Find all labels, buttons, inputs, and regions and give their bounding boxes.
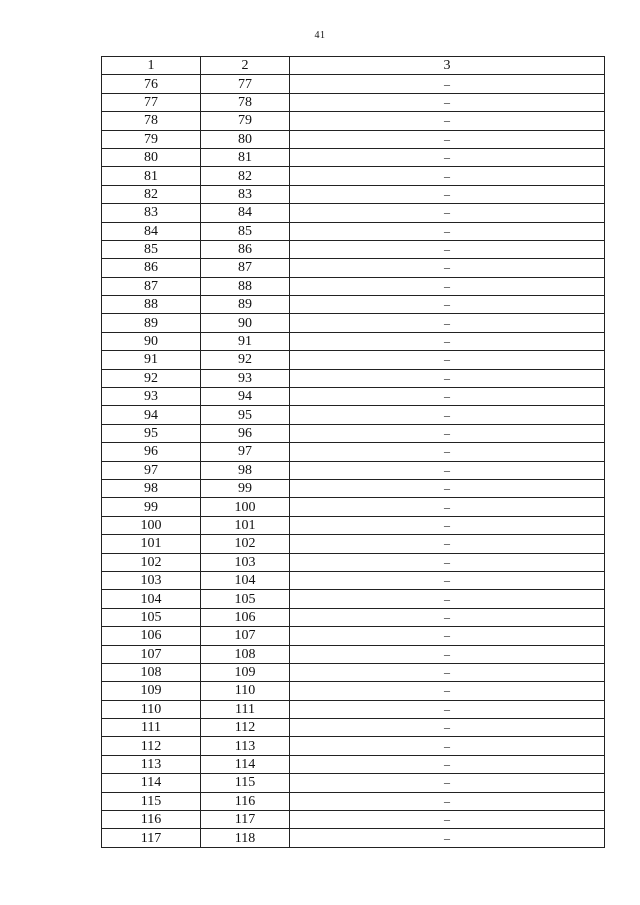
table-row xyxy=(102,93,605,111)
table-cell-col-2: 100 xyxy=(201,498,290,516)
table-cell-col-1: 87 xyxy=(102,277,201,295)
table-cell-col-1: 91 xyxy=(102,351,201,369)
table-cell-col-3: – xyxy=(290,351,605,369)
table-cell-col-2: 107 xyxy=(201,627,290,645)
table-cell-col-1: 83 xyxy=(102,204,201,222)
table-cell-col-2: 99 xyxy=(201,479,290,497)
table-cell-col-1: 108 xyxy=(102,663,201,681)
table-row xyxy=(102,663,605,681)
table-row xyxy=(102,719,605,737)
table-cell-col-2: 91 xyxy=(201,332,290,350)
table-cell-col-2: 118 xyxy=(201,829,290,847)
table-row xyxy=(102,296,605,314)
table-row xyxy=(102,204,605,222)
table-row xyxy=(102,516,605,534)
table-cell-col-3: – xyxy=(290,829,605,847)
table-cell-col-2: 95 xyxy=(201,406,290,424)
table-cell-col-3: – xyxy=(290,571,605,589)
table-cell-col-3: – xyxy=(290,259,605,277)
table-row xyxy=(102,75,605,93)
table-row xyxy=(102,424,605,442)
table-row xyxy=(102,774,605,792)
table-row xyxy=(102,332,605,350)
table-row xyxy=(102,314,605,332)
table-cell-col-1: 99 xyxy=(102,498,201,516)
table-cell-col-3: – xyxy=(290,240,605,258)
table-cell-col-1: 112 xyxy=(102,737,201,755)
table-cell-col-2: 112 xyxy=(201,719,290,737)
table-cell-col-3: – xyxy=(290,424,605,442)
table-cell-col-3: – xyxy=(290,627,605,645)
table-cell-col-3: – xyxy=(290,645,605,663)
table-row xyxy=(102,479,605,497)
table-cell-col-3: – xyxy=(290,792,605,810)
table-cell-col-3: – xyxy=(290,700,605,718)
table-cell-col-2: 115 xyxy=(201,774,290,792)
table-cell-col-2: 89 xyxy=(201,296,290,314)
table-cell-col-2: 114 xyxy=(201,755,290,773)
table-cell-col-2: 84 xyxy=(201,204,290,222)
table-cell-col-3: – xyxy=(290,130,605,148)
table-cell-col-3: – xyxy=(290,167,605,185)
table-row xyxy=(102,240,605,258)
column-header-2: 2 xyxy=(201,57,290,75)
table-cell-col-1: 104 xyxy=(102,590,201,608)
table-row xyxy=(102,829,605,847)
table-cell-col-3: – xyxy=(290,663,605,681)
table-cell-col-3: – xyxy=(290,498,605,516)
table-cell-col-2: 83 xyxy=(201,185,290,203)
table-cell-col-3: – xyxy=(290,369,605,387)
table-cell-col-3: – xyxy=(290,590,605,608)
table-cell-col-1: 107 xyxy=(102,645,201,663)
table-cell-col-2: 87 xyxy=(201,259,290,277)
table-cell-col-2: 98 xyxy=(201,461,290,479)
table-cell-col-1: 94 xyxy=(102,406,201,424)
column-header-1: 1 xyxy=(102,57,201,75)
table-cell-col-1: 76 xyxy=(102,75,201,93)
table-row xyxy=(102,148,605,166)
table-cell-col-1: 88 xyxy=(102,296,201,314)
table-row xyxy=(102,700,605,718)
table-cell-col-2: 108 xyxy=(201,645,290,663)
data-table xyxy=(101,56,605,848)
table-row xyxy=(102,167,605,185)
table-cell-col-1: 113 xyxy=(102,755,201,773)
table-cell-col-2: 96 xyxy=(201,424,290,442)
table-cell-col-2: 85 xyxy=(201,222,290,240)
table-cell-col-2: 81 xyxy=(201,148,290,166)
table-cell-col-1: 115 xyxy=(102,792,201,810)
table-cell-col-2: 78 xyxy=(201,93,290,111)
table-row xyxy=(102,443,605,461)
table-cell-col-1: 110 xyxy=(102,700,201,718)
table-row xyxy=(102,737,605,755)
table-cell-col-1: 92 xyxy=(102,369,201,387)
table-header-row xyxy=(102,57,605,75)
table-cell-col-3: – xyxy=(290,222,605,240)
table-row xyxy=(102,369,605,387)
table-cell-col-3: – xyxy=(290,314,605,332)
table-row xyxy=(102,571,605,589)
table-cell-col-1: 111 xyxy=(102,719,201,737)
table-cell-col-1: 102 xyxy=(102,553,201,571)
column-header-3: 3 xyxy=(290,57,605,75)
table-cell-col-3: – xyxy=(290,332,605,350)
table-row xyxy=(102,498,605,516)
table-row xyxy=(102,461,605,479)
table-row xyxy=(102,388,605,406)
table-row xyxy=(102,535,605,553)
table-cell-col-1: 80 xyxy=(102,148,201,166)
table-cell-col-2: 101 xyxy=(201,516,290,534)
table-cell-col-3: – xyxy=(290,204,605,222)
table-cell-col-1: 100 xyxy=(102,516,201,534)
table-cell-col-2: 105 xyxy=(201,590,290,608)
table-cell-col-1: 82 xyxy=(102,185,201,203)
table-cell-col-1: 97 xyxy=(102,461,201,479)
table-cell-col-2: 82 xyxy=(201,167,290,185)
table-cell-col-3: – xyxy=(290,461,605,479)
table-cell-col-1: 106 xyxy=(102,627,201,645)
table-cell-col-2: 116 xyxy=(201,792,290,810)
table-cell-col-3: – xyxy=(290,406,605,424)
table-cell-col-1: 86 xyxy=(102,259,201,277)
table-row xyxy=(102,590,605,608)
table-cell-col-3: – xyxy=(290,737,605,755)
table-cell-col-3: – xyxy=(290,185,605,203)
table-cell-col-1: 90 xyxy=(102,332,201,350)
table-cell-col-2: 97 xyxy=(201,443,290,461)
table-cell-col-1: 105 xyxy=(102,608,201,626)
table-cell-col-1: 78 xyxy=(102,112,201,130)
table-cell-col-1: 84 xyxy=(102,222,201,240)
table-cell-col-1: 93 xyxy=(102,388,201,406)
table-cell-col-2: 80 xyxy=(201,130,290,148)
table-row xyxy=(102,222,605,240)
table-cell-col-1: 89 xyxy=(102,314,201,332)
table-cell-col-1: 85 xyxy=(102,240,201,258)
table-cell-col-2: 104 xyxy=(201,571,290,589)
table-cell-col-2: 94 xyxy=(201,388,290,406)
table-cell-col-2: 103 xyxy=(201,553,290,571)
table-cell-col-3: – xyxy=(290,516,605,534)
table-cell-col-2: 106 xyxy=(201,608,290,626)
table-cell-col-1: 109 xyxy=(102,682,201,700)
table-row xyxy=(102,608,605,626)
table-cell-col-3: – xyxy=(290,296,605,314)
table-cell-col-2: 109 xyxy=(201,663,290,681)
table-body xyxy=(102,75,605,847)
table-row xyxy=(102,553,605,571)
table-cell-col-1: 117 xyxy=(102,829,201,847)
table-cell-col-3: – xyxy=(290,479,605,497)
table-cell-col-3: – xyxy=(290,93,605,111)
table-cell-col-2: 90 xyxy=(201,314,290,332)
table-cell-col-3: – xyxy=(290,608,605,626)
table-cell-col-1: 77 xyxy=(102,93,201,111)
table-cell-col-1: 103 xyxy=(102,571,201,589)
table-cell-col-2: 117 xyxy=(201,811,290,829)
table-row xyxy=(102,130,605,148)
table-cell-col-3: – xyxy=(290,112,605,130)
table-cell-col-3: – xyxy=(290,535,605,553)
table-cell-col-3: – xyxy=(290,75,605,93)
table-cell-col-3: – xyxy=(290,443,605,461)
table-cell-col-2: 88 xyxy=(201,277,290,295)
table-row xyxy=(102,682,605,700)
table-cell-col-2: 111 xyxy=(201,700,290,718)
table-row xyxy=(102,351,605,369)
table-row xyxy=(102,792,605,810)
table-cell-col-3: – xyxy=(290,811,605,829)
table-cell-col-2: 79 xyxy=(201,112,290,130)
table-cell-col-1: 116 xyxy=(102,811,201,829)
table-cell-col-2: 113 xyxy=(201,737,290,755)
table-cell-col-2: 86 xyxy=(201,240,290,258)
table-cell-col-3: – xyxy=(290,682,605,700)
table-cell-col-3: – xyxy=(290,774,605,792)
table-cell-col-1: 98 xyxy=(102,479,201,497)
table-row xyxy=(102,277,605,295)
table-cell-col-2: 77 xyxy=(201,75,290,93)
page-number: 41 xyxy=(314,30,326,41)
table-cell-col-2: 93 xyxy=(201,369,290,387)
table-cell-col-1: 95 xyxy=(102,424,201,442)
table-cell-col-3: – xyxy=(290,719,605,737)
table-cell-col-3: – xyxy=(290,277,605,295)
table-cell-col-1: 114 xyxy=(102,774,201,792)
table-row xyxy=(102,755,605,773)
table-row xyxy=(102,645,605,663)
table-row xyxy=(102,406,605,424)
table-row xyxy=(102,259,605,277)
table-cell-col-3: – xyxy=(290,148,605,166)
table-row xyxy=(102,112,605,130)
table-cell-col-2: 92 xyxy=(201,351,290,369)
table-row xyxy=(102,627,605,645)
table-row xyxy=(102,185,605,203)
table-cell-col-1: 79 xyxy=(102,130,201,148)
table-cell-col-3: – xyxy=(290,388,605,406)
table-cell-col-1: 96 xyxy=(102,443,201,461)
table-cell-col-1: 81 xyxy=(102,167,201,185)
table-cell-col-3: – xyxy=(290,755,605,773)
table-cell-col-2: 102 xyxy=(201,535,290,553)
table-cell-col-3: – xyxy=(290,553,605,571)
table-row xyxy=(102,811,605,829)
table-cell-col-2: 110 xyxy=(201,682,290,700)
table-cell-col-1: 101 xyxy=(102,535,201,553)
